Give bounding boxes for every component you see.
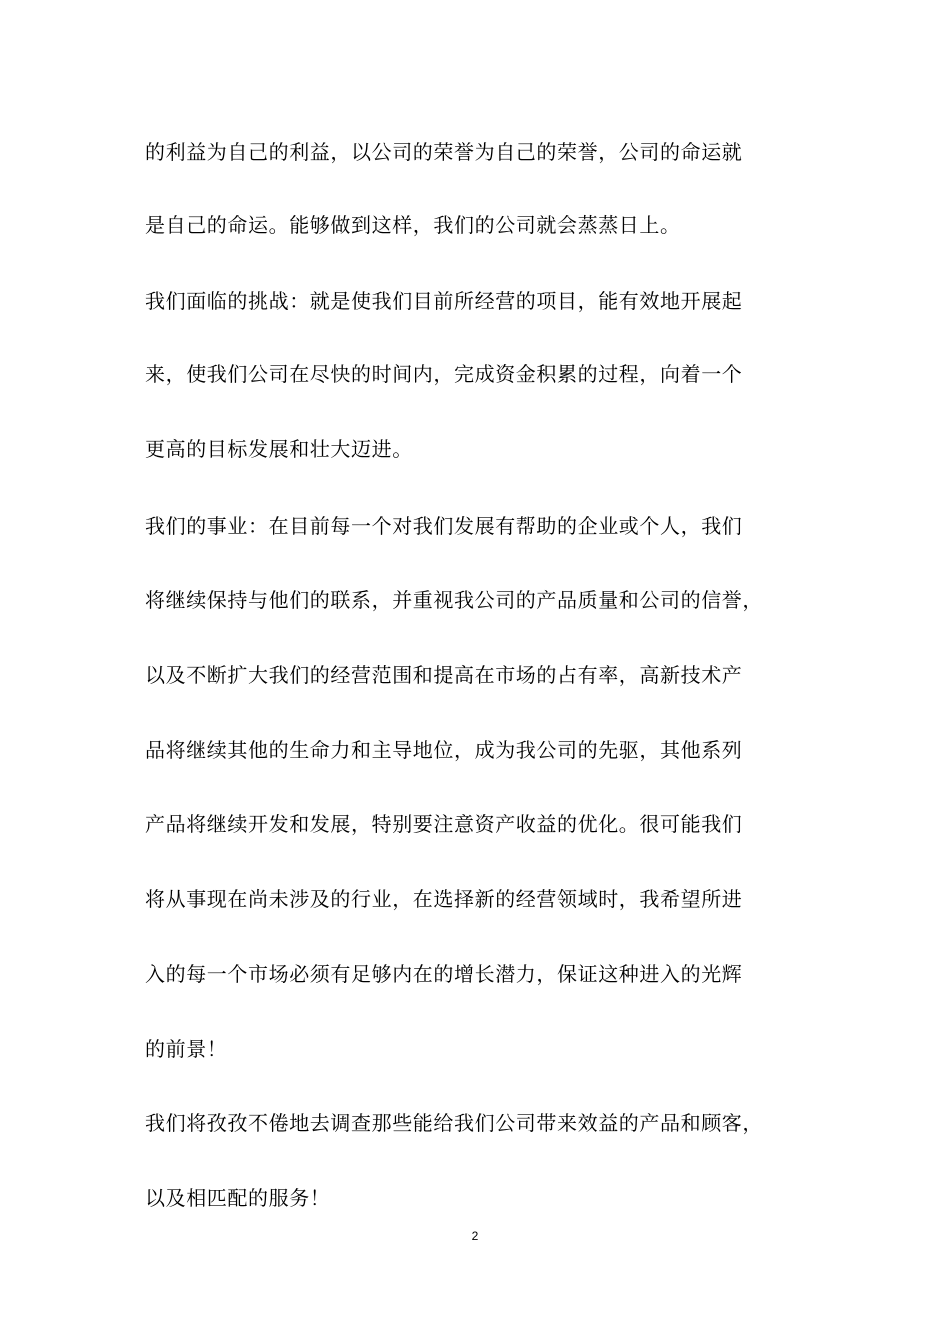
text-line: 产品将继续开发和发展，特别要注意资产收益的优化。很可能我们 xyxy=(145,812,743,836)
text-line: 将继续保持与他们的联系，并重视我公司的产品质量和公司的信誉， xyxy=(145,588,763,612)
text-line: 我们面临的挑战：就是使我们目前所经营的项目，能有效地开展起 xyxy=(145,289,743,313)
text-line: 的利益为自己的利益，以公司的荣誉为自己的荣誉，公司的命运就 xyxy=(145,140,743,164)
text-line: 品将继续其他的生命力和主导地位，成为我公司的先驱，其他系列 xyxy=(145,738,743,762)
text-line: 是自己的命运。能够做到这样，我们的公司就会蒸蒸日上。 xyxy=(145,213,681,237)
text-line: 以及相匹配的服务！ xyxy=(145,1186,331,1210)
text-line: 更高的目标发展和壮大迈进。 xyxy=(145,437,413,461)
text-line: 入的每一个市场必须有足够内在的增长潜力，保证这种进入的光辉 xyxy=(145,962,743,986)
text-line: 将从事现在尚未涉及的行业，在选择新的经营领域时，我希望所进 xyxy=(145,887,743,911)
text-line: 的前景！ xyxy=(145,1037,228,1061)
text-line: 来，使我们公司在尽快的时间内，完成资金积累的过程，向着一个 xyxy=(145,362,743,386)
page-number: 2 xyxy=(471,1229,479,1243)
text-line: 我们的事业：在目前每一个对我们发展有帮助的企业或个人，我们 xyxy=(145,514,743,538)
text-line: 以及不断扩大我们的经营范围和提高在市场的占有率，高新技术产 xyxy=(145,663,743,687)
text-line: 我们将孜孜不倦地去调查那些能给我们公司带来效益的产品和顾客， xyxy=(145,1111,763,1135)
